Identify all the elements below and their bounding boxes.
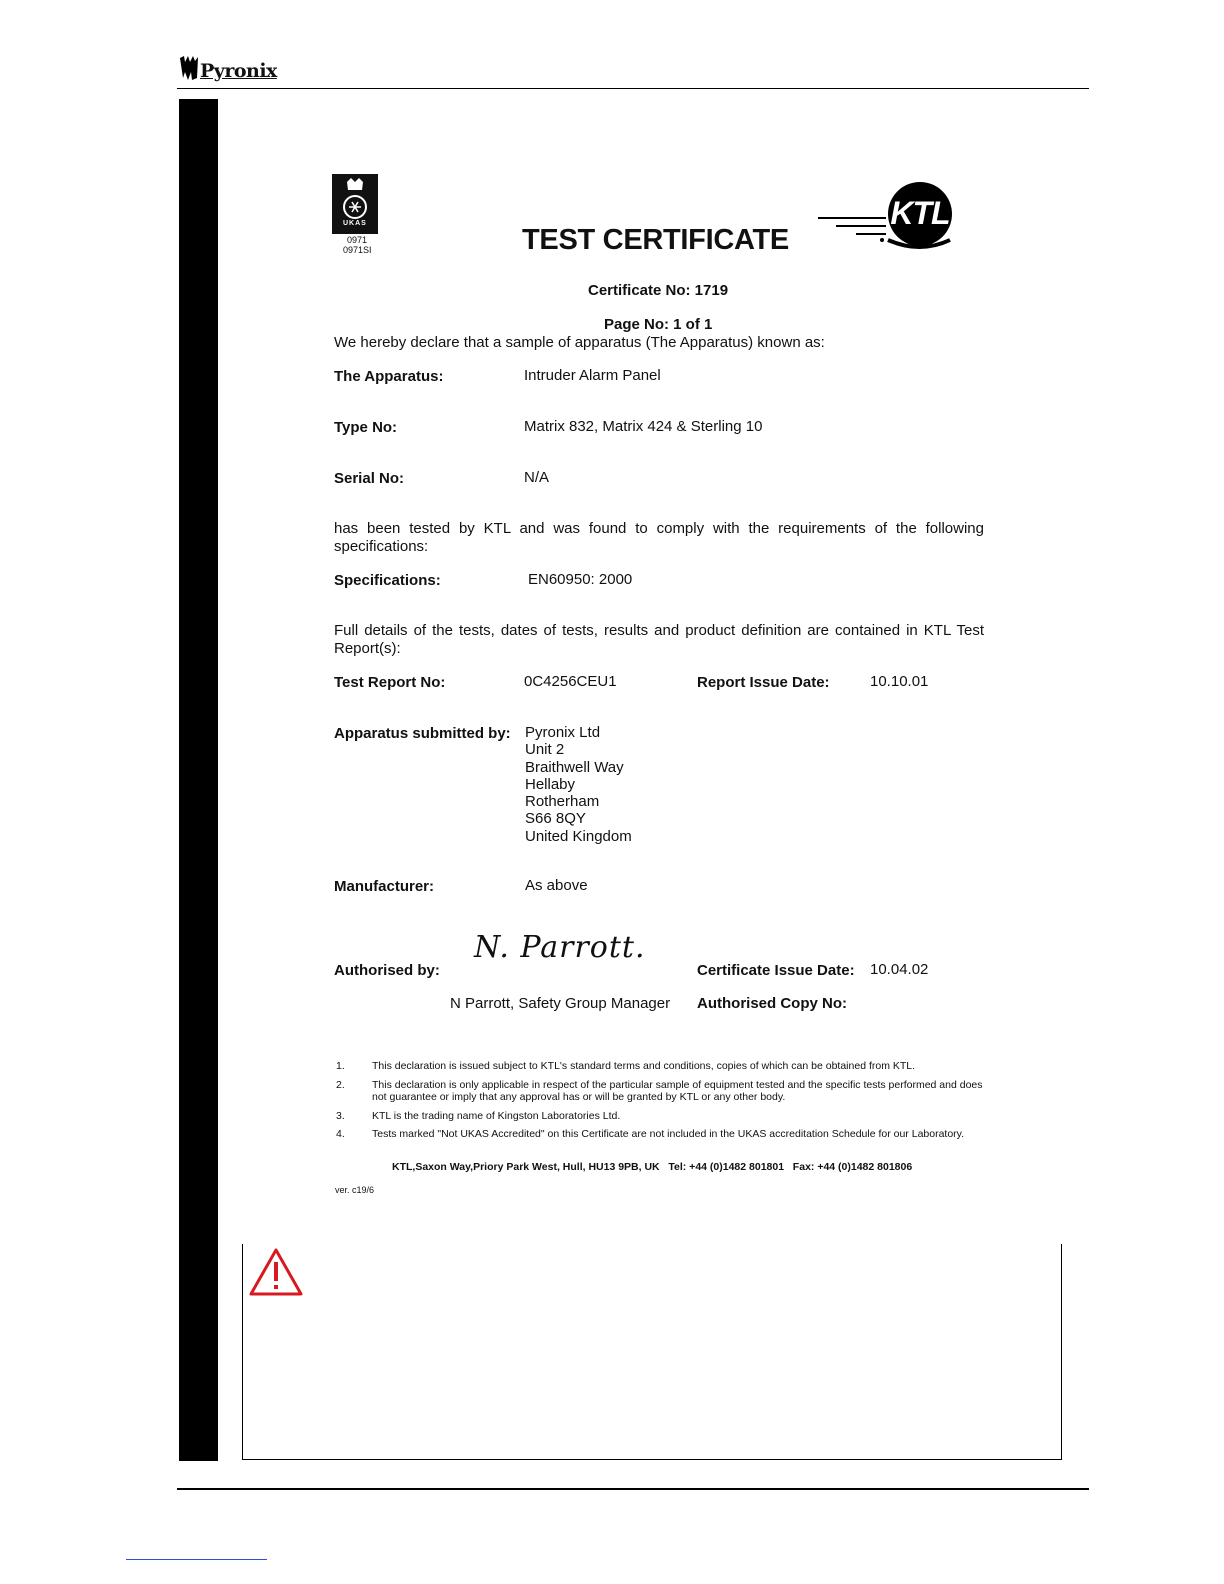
apparatus-label: The Apparatus: — [334, 368, 444, 385]
note-text: This declaration is issued subject to KTL's standard terms and conditions, copies of which can be obtained from KTL. — [372, 1060, 916, 1072]
address-line: Hellaby — [525, 775, 576, 793]
ktl-logo-text: KTL — [890, 195, 950, 231]
note-text: KTL is the trading name of Kingston Laboratories Ltd. — [372, 1109, 621, 1122]
manufacturer-value: As above — [525, 877, 588, 894]
test-report-label: Test Report No: — [334, 674, 446, 691]
address-line: Unit 2 — [525, 741, 565, 759]
version: ver. c19/6 — [335, 1185, 375, 1195]
test-report-value: 0C4256CEU1 — [524, 673, 617, 690]
address-line: Rotherham — [525, 793, 600, 811]
brand-name: Pyronix — [200, 60, 277, 82]
ktl-logo — [816, 182, 956, 254]
warning-icon — [248, 1246, 304, 1298]
note-item — [336, 1079, 988, 1104]
signature: N. Parrott. — [474, 930, 646, 965]
details-text: Full details of the tests, dates of tests, results and product definition are contained in KTL Test Report(s): — [334, 622, 984, 657]
apparatus-value: Intruder Alarm Panel — [524, 367, 661, 384]
note-text: This declaration is only applicable in respect of the particular sample of equipment tested and the specific tests performed and does not guarantee or imply that any approval has or will be granted by KTL or any other body. — [372, 1078, 983, 1103]
ukas-code-1: 0971 — [347, 235, 368, 245]
type-no-value: Matrix 832, Matrix 424 & Sterling 10 — [524, 418, 763, 435]
type-no-label: Type No: — [334, 419, 398, 436]
report-issue-value: 10.10.01 — [870, 673, 929, 690]
notes-list — [336, 1060, 988, 1141]
side-bar — [179, 99, 218, 1461]
note-item — [336, 1060, 988, 1073]
note-item — [336, 1128, 988, 1141]
cert-issue-value: 10.04.02 — [870, 961, 929, 978]
intro-text: We hereby declare that a sample of apparatus (The Apparatus) known as: — [334, 334, 825, 351]
warning-box — [242, 1244, 1062, 1460]
cert-issue-label: Certificate Issue Date: — [697, 962, 855, 979]
page-no: Page No: 1 of 1 — [604, 316, 713, 333]
authorised-copy-label: Authorised Copy No: — [697, 995, 847, 1012]
footer-link-line — [126, 1559, 267, 1560]
submitted-by-address — [525, 724, 632, 845]
note-number: 4. — [336, 1128, 345, 1140]
pyronix-logo — [178, 54, 277, 84]
address-line: United Kingdom — [525, 827, 632, 845]
address-line: S66 8QY — [525, 810, 586, 828]
note-number: 2. — [336, 1078, 345, 1091]
note-number: 3. — [336, 1109, 345, 1122]
address-line: Braithwell Way — [525, 758, 624, 776]
certificate-no: Certificate No: 1719 — [588, 282, 729, 299]
header-divider — [177, 88, 1089, 89]
note-item — [336, 1110, 988, 1123]
specifications-value: EN60950: 2000 — [528, 571, 633, 588]
ukas-mark — [332, 174, 378, 234]
footer-divider — [177, 1488, 1089, 1490]
authorised-by-label: Authorised by: — [334, 962, 440, 979]
address-line: Pyronix Ltd — [525, 724, 601, 741]
note-text: Tests marked "Not UKAS Accredited" on this Certificate are not included in the UKAS accreditation Schedule for our Laboratory. — [372, 1128, 965, 1140]
manufacturer-label: Manufacturer: — [334, 878, 435, 895]
ukas-label: UKAS — [343, 220, 367, 227]
ktl-address: KTL,Saxon Way,Priory Park West, Hull, HU13 9PB, UK Tel: +44 (0)1482 801801 Fax: +44 (0)1482 801806 — [392, 1161, 913, 1173]
submitted-by-label: Apparatus submitted by: — [334, 725, 511, 742]
serial-no-value: N/A — [524, 469, 550, 486]
signatory-name: N Parrott, Safety Group Manager — [450, 995, 671, 1012]
serial-no-label: Serial No: — [334, 470, 405, 487]
report-issue-label: Report Issue Date: — [697, 674, 830, 691]
certificate-title: TEST CERTIFICATE — [522, 224, 789, 256]
specifications-label: Specifications: — [334, 572, 441, 589]
tested-text: has been tested by KTL and was found to comply with the requirements of the following specifications: — [334, 520, 984, 555]
ukas-code-2: 0971SI — [343, 245, 372, 255]
note-number: 1. — [336, 1060, 345, 1072]
